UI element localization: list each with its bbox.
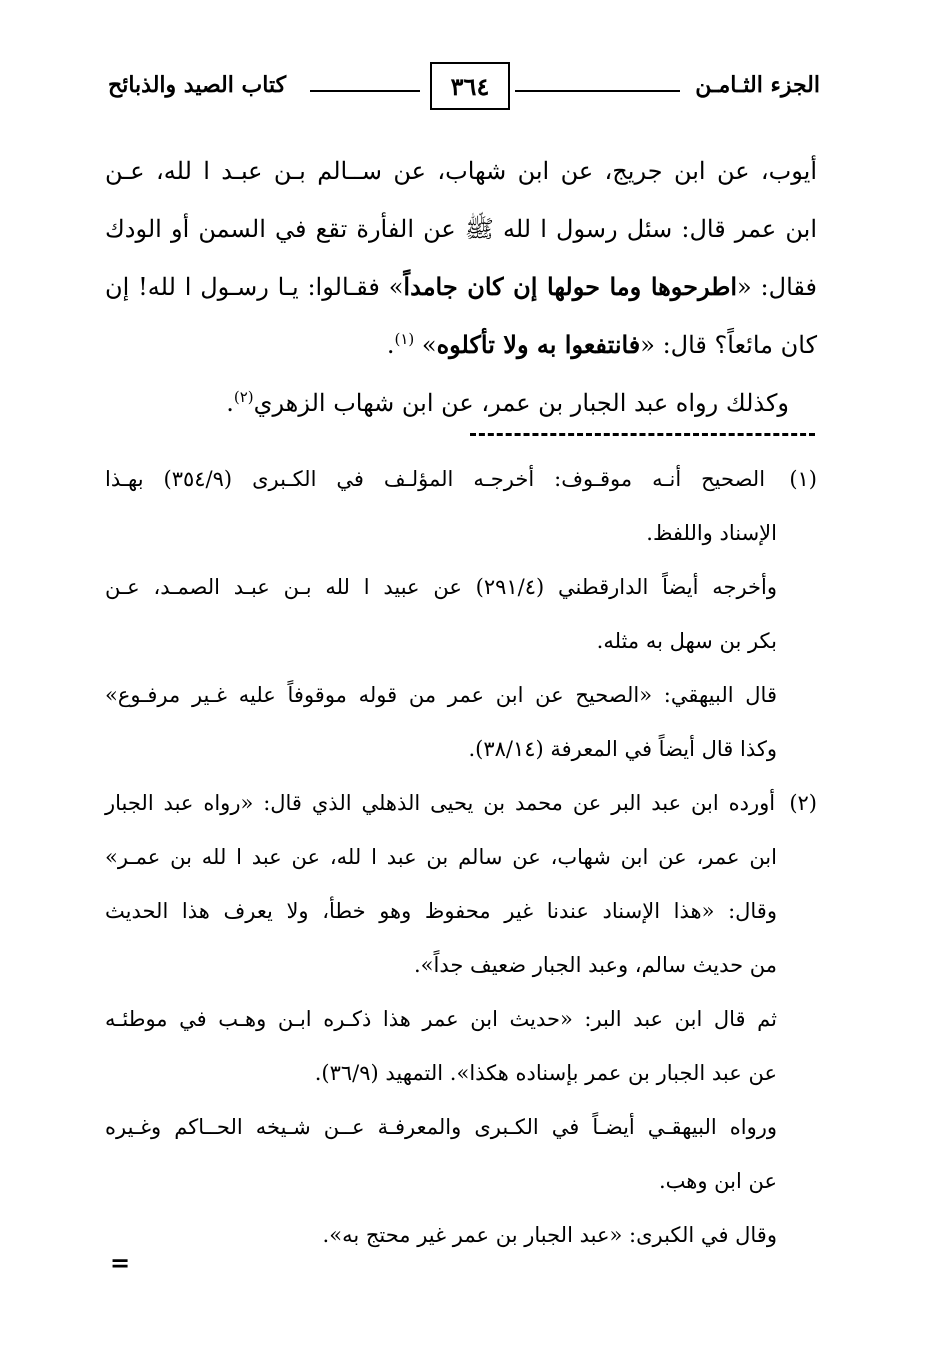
- footnote-1-number: (١): [789, 467, 817, 491]
- footnote-separator: [470, 433, 815, 436]
- footnote-2-line-9: وقال في الكبرى: «عبد الجبار بن عمر غير محتج به».: [322, 1223, 777, 1247]
- footnote-2-line-1: [105, 776, 817, 830]
- footnote-2-line-2: ابن عمر، عن ابن شهاب، عن سالم بن عبد ا لله، عن عبد ا لله بن عمـر»: [105, 845, 777, 869]
- main-line-4-c: »: [421, 331, 437, 359]
- main-line-5-a: وكذلك رواه عبد الجبار بن عمر، عن ابن شهاب الزهري: [253, 389, 789, 417]
- main-line-4-end: .: [386, 331, 395, 359]
- main-line-5-end: .: [226, 389, 234, 417]
- page-header: [100, 58, 820, 118]
- footnote-2-number: (٢): [789, 791, 817, 815]
- hadith-quote-1: اطرحوها وما حولها إن كان جامداً: [403, 272, 738, 301]
- continuation-mark: =: [110, 1248, 131, 1277]
- book-title: كتاب الصيد والذبائح: [108, 72, 287, 98]
- footnote-2-line-6: عن عبد الجبار بن عمر بإسناده هكذا». التمهيد (٣٦/٩).: [314, 1061, 777, 1085]
- main-text: [105, 142, 817, 432]
- footnote-2-text-1: أورده ابن عبد البر عن محمد بن يحيى الذهلي الذي قال: «رواه عبد الجبار: [105, 791, 776, 815]
- footnote-1-line-6: وكذا قال أيضاً في المعرفة (٣٨/١٤).: [468, 737, 777, 761]
- main-line-4-a: كان مائعاً؟ قال: «: [640, 331, 817, 359]
- footnote-1-line-1: [105, 452, 817, 506]
- hadith-quote-2: فانتفعوا به ولا تأكلوه: [436, 330, 641, 359]
- footnote-1-line-4: بكر بن سهل به مثله.: [596, 629, 777, 653]
- footnotes: [105, 452, 817, 1262]
- header-rule-right: [515, 90, 680, 92]
- header-rule-left: [310, 90, 420, 92]
- footnote-ref-2: (٢): [233, 388, 254, 406]
- footnote-1-line-5: قال البيهقي: «الصحيح عن ابن عمر من قوله موقوفاً عليه غـير مرفـوع»: [105, 683, 777, 707]
- main-line-3-a: فقال: «: [737, 273, 817, 301]
- footnote-2-line-4: من حديث سالم، وعبد الجبار ضعيف جداً».: [414, 953, 777, 977]
- main-line-3-c: » فقـالوا: يـا رسـول ا لله! إن: [105, 273, 404, 301]
- part-title: الجزء الثـامـن: [695, 72, 820, 98]
- main-line-4: [105, 316, 817, 374]
- footnote-2-line-8: عن ابن وهب.: [658, 1169, 777, 1193]
- main-line-1: أيوب، عن ابن جريج، عن ابن شهاب، عن ســالم بـن عبـد ا لله، عـن: [105, 157, 818, 185]
- footnote-1-line-2: الإسناد واللفظ.: [646, 521, 777, 545]
- footnote-ref-1: (١): [394, 330, 415, 348]
- footnote-2-line-5: ثم قال ابن عبد البر: «حديث ابن عمر هذا ذكـره ابـن وهـب في موطئـه: [105, 1007, 777, 1031]
- main-line-3: [105, 258, 817, 316]
- footnote-1-text-1: الصحيح أنـه موقـوف: أخرجـه المؤلـف في الكـبرى (٣٥٤/٩) بهـذا: [105, 467, 766, 491]
- page-number: ٣٦٤: [450, 72, 490, 101]
- footnote-1-line-3: وأخرجه أيضاً الدارقطني (٢٩١/٤) عن عبيد ا لله بـن عبـد الصمـد، عـن: [105, 575, 777, 599]
- main-line-5: [105, 374, 817, 432]
- footnote-2-line-7: ورواه البيهقـي أيضـاً في الكـبرى والمعرفـة عــن شـيخه الحــاكم وغـيره: [105, 1115, 777, 1139]
- footnote-2-line-3: وقال: «هذا الإسناد عندنا غير محفوظ وهو خطأ، ولا يعرف هذا الحديث: [105, 899, 777, 923]
- page-number-box: [430, 62, 510, 110]
- main-line-2: ابن عمر قال: سئل رسول ا لله ﷺ عن الفأرة تقع في السمن أو الودك: [105, 215, 817, 243]
